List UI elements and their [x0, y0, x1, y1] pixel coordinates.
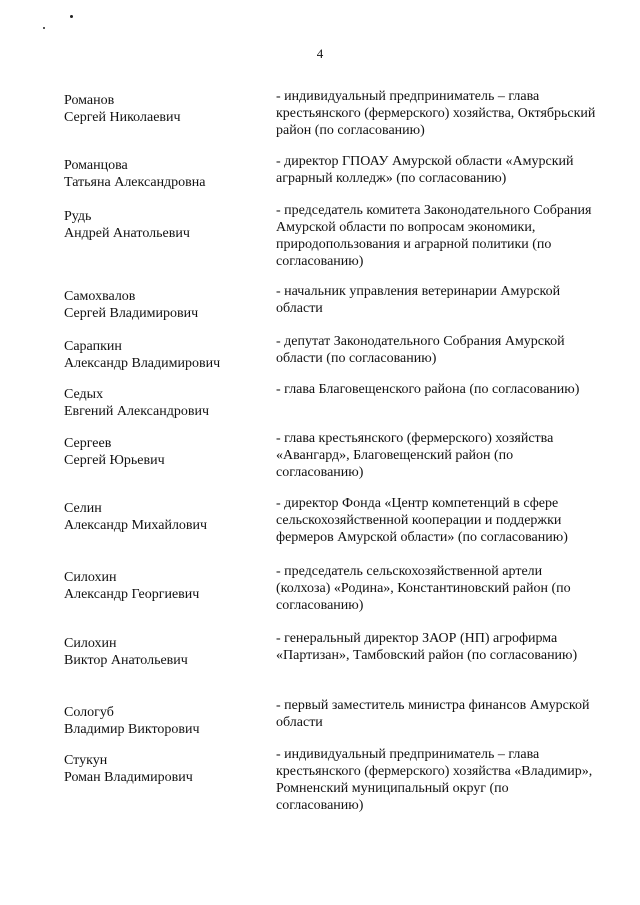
- page-number: 4: [316, 46, 324, 61]
- person-name: Сологуб Владимир Викторович: [64, 705, 200, 737]
- person-name: Сергеев Сергей Юрьевич: [64, 436, 165, 468]
- person-position: - индивидуальный предприниматель – глава крестьянского (фермерского) хозяйства «Владимир», Ромненский муниципальный округ (по согласованию): [276, 747, 593, 813]
- person-name: Силохин Александр Георгиевич: [64, 570, 200, 602]
- person-position: - индивидуальный предприниматель – глава крестьянского (фермерского) хозяйства, Октябрьский район (по согласованию): [276, 89, 596, 138]
- person-position: - глава Благовещенского района (по согласованию): [276, 382, 580, 397]
- person-name: Романцова Татьяна Александровна: [64, 158, 206, 190]
- person-position: - депутат Законодательного Собрания Амурской области (по согласованию): [276, 334, 565, 366]
- person-name: Самохвалов Сергей Владимирович: [64, 289, 199, 321]
- person-name: Стукун Роман Владимирович: [64, 753, 193, 785]
- person-name: Седых Евгений Александрович: [64, 387, 210, 419]
- person-name: Селин Александр Михайлович: [64, 501, 208, 533]
- person-position: - директор Фонда «Центр компетенций в сфере сельскохозяйственной кооперации и поддержки фермеров Амурской области» (по согласованию): [276, 496, 568, 545]
- person-name: Романов Сергей Николаевич: [64, 93, 181, 125]
- person-position: - генеральный директор ЗАОР (НП) агрофирма «Партизан», Тамбовский район (по согласованию): [276, 631, 578, 663]
- person-position: - председатель сельскохозяйственной артели (колхоза) «Родина», Константиновский район (по согласованию): [276, 564, 571, 613]
- person-name: Силохин Виктор Анатольевич: [64, 636, 188, 668]
- person-position: - начальник управления ветеринарии Амурской области: [276, 284, 561, 316]
- person-position: - директор ГПОАУ Амурской области «Амурский аграрный колледж» (по согласованию): [276, 154, 574, 186]
- person-position: - глава крестьянского (фермерского) хозяйства «Авангард», Благовещенский район (по согласованию): [276, 431, 554, 480]
- scan-speck: [70, 15, 73, 18]
- person-position: - первый заместитель министра финансов Амурской области: [276, 698, 590, 730]
- person-name: Рудь Андрей Анатольевич: [64, 209, 190, 241]
- person-name: Сарапкин Александр Владимирович: [64, 339, 221, 371]
- person-position: - председатель комитета Законодательного Собрания Амурской области по вопросам экономики, природопользования и аграрной политики (по согласованию): [276, 203, 592, 269]
- scan-speck: [43, 27, 45, 29]
